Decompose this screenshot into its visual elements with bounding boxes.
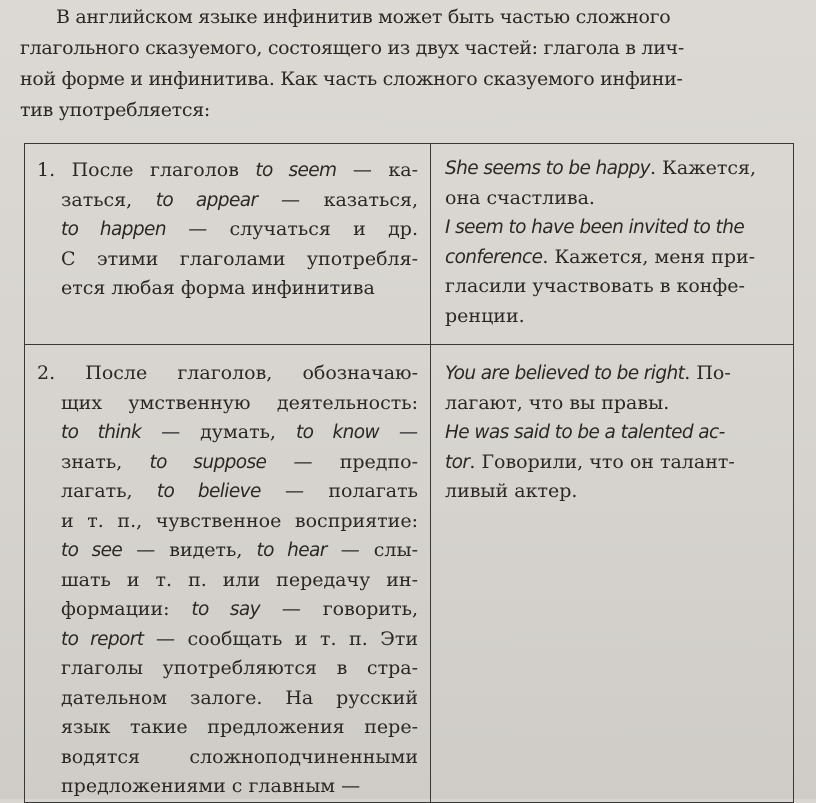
text-run: 1. После глаголов: [37, 159, 256, 181]
text-run: С этими глаголами употребля-: [61, 247, 418, 270]
rules-table: [24, 143, 794, 803]
english-example: tor: [445, 451, 470, 473]
text-line: [37, 566, 418, 596]
english-example: to see: [61, 540, 123, 561]
text-run: предложениями с главным —: [61, 775, 361, 797]
text-run: ренции.: [445, 304, 525, 327]
text-run: формации:: [61, 598, 192, 620]
text-line: [37, 186, 418, 216]
rule-text: [25, 144, 430, 304]
text-line: [37, 743, 418, 773]
example-cell: [431, 144, 794, 345]
text-line: [37, 507, 418, 537]
rule-cell: [25, 345, 431, 803]
text-run: — видеть,: [122, 539, 257, 561]
text-line: [445, 359, 781, 389]
rule-cell: [25, 144, 431, 345]
intro-line: ной форме и инфинитива. Как часть сложного сказуемого инфини-: [20, 68, 683, 90]
english-example: to know: [295, 422, 380, 443]
english-example: You are believed to be right: [445, 363, 685, 384]
text-run: водятся сложноподчиненными: [61, 745, 418, 768]
intro-paragraph: [20, 2, 790, 126]
text-run: лагают, что вы правы.: [445, 391, 670, 414]
english-example: to hear: [256, 540, 327, 561]
example-text: [431, 144, 793, 331]
english-example: She seems to be happy: [445, 158, 651, 179]
text-run: — случаться и др.: [165, 218, 418, 240]
text-line: [37, 536, 418, 566]
text-line: [445, 243, 781, 273]
rule-text: [25, 345, 430, 802]
text-run: ется любая форма инфинитива: [61, 277, 375, 299]
text-line: [445, 184, 781, 214]
text-line: [445, 302, 781, 332]
text-line: [445, 418, 781, 448]
text-run: дательном залоге. На русский: [61, 686, 418, 709]
text-line: [37, 684, 418, 714]
table-row: [25, 144, 794, 345]
text-run: — полагать: [260, 480, 418, 502]
text-line: [37, 625, 418, 655]
text-run: лагать,: [61, 480, 157, 502]
text-line: [37, 713, 418, 743]
text-run: . Говорили, что он талант-: [469, 450, 735, 473]
text-line: [37, 418, 418, 448]
text-run: гласили участвовать в конфе-: [445, 275, 745, 297]
text-line: [445, 477, 781, 507]
text-run: — говорить,: [260, 598, 418, 620]
intro-line: тив употребляется:: [20, 99, 210, 121]
text-line: [37, 156, 418, 186]
example-cell: [431, 345, 794, 803]
text-line: [445, 448, 781, 478]
text-run: 2. После глаголов, обозначаю-: [37, 362, 418, 384]
text-run: ливый актер.: [445, 480, 578, 502]
text-run: заться,: [61, 188, 156, 211]
text-line: [37, 654, 418, 684]
text-run: и т. п., чувственное восприятие:: [61, 509, 418, 532]
english-example: He was said to be a talented ac-: [445, 422, 725, 443]
text-line: [37, 448, 418, 478]
text-line: [37, 215, 418, 245]
english-example: I seem to have been invited to the: [445, 217, 745, 238]
text-run: . По-: [684, 362, 731, 384]
intro-line: В английском языке инфинитив может быть частью сложного: [56, 6, 671, 28]
text-line: [445, 213, 781, 243]
text-line: [37, 359, 418, 389]
text-run: — ка-: [336, 159, 418, 181]
text-line: [37, 389, 418, 419]
english-example: to suppose: [149, 451, 267, 473]
english-example: to happen: [61, 219, 166, 240]
text-line: [37, 477, 418, 507]
english-example: to appear: [155, 189, 258, 211]
english-example: to say: [191, 599, 260, 620]
text-line: [445, 389, 781, 419]
text-run: — казаться,: [257, 188, 418, 211]
text-run: . Кажется, меня при-: [542, 245, 756, 268]
table-row: [25, 345, 794, 803]
text-run: . Кажется,: [650, 157, 757, 179]
text-line: [37, 772, 418, 802]
english-example: to report: [61, 628, 144, 650]
text-run: глаголы употребляются в стра-: [61, 657, 418, 679]
text-line: [37, 595, 418, 625]
text-run: шать и т. п. или передачу ин-: [61, 568, 418, 591]
text-line: [445, 272, 781, 302]
text-run: язык такие предложения пере-: [61, 716, 418, 738]
english-example: to seem: [255, 160, 337, 181]
text-run: щих умственную деятельность:: [61, 391, 418, 414]
intro-line: глагольного сказуемого, состоящего из двух частей: глагола в лич-: [20, 37, 684, 59]
text-line: [37, 274, 418, 304]
text-run: — сообщать и т. п. Эти: [143, 627, 418, 650]
text-line: [37, 245, 418, 275]
text-run: — слы-: [326, 539, 418, 561]
text-run: знать,: [61, 450, 150, 473]
text-run: — думать,: [141, 421, 296, 443]
example-text: [431, 345, 793, 507]
english-example: to believe: [156, 481, 261, 502]
english-example: conference: [445, 246, 543, 268]
text-run: — предпо-: [266, 450, 418, 473]
text-run: —: [379, 421, 418, 443]
text-run: она счастлива.: [445, 186, 595, 209]
english-example: to think: [61, 422, 142, 443]
text-line: [445, 154, 781, 184]
